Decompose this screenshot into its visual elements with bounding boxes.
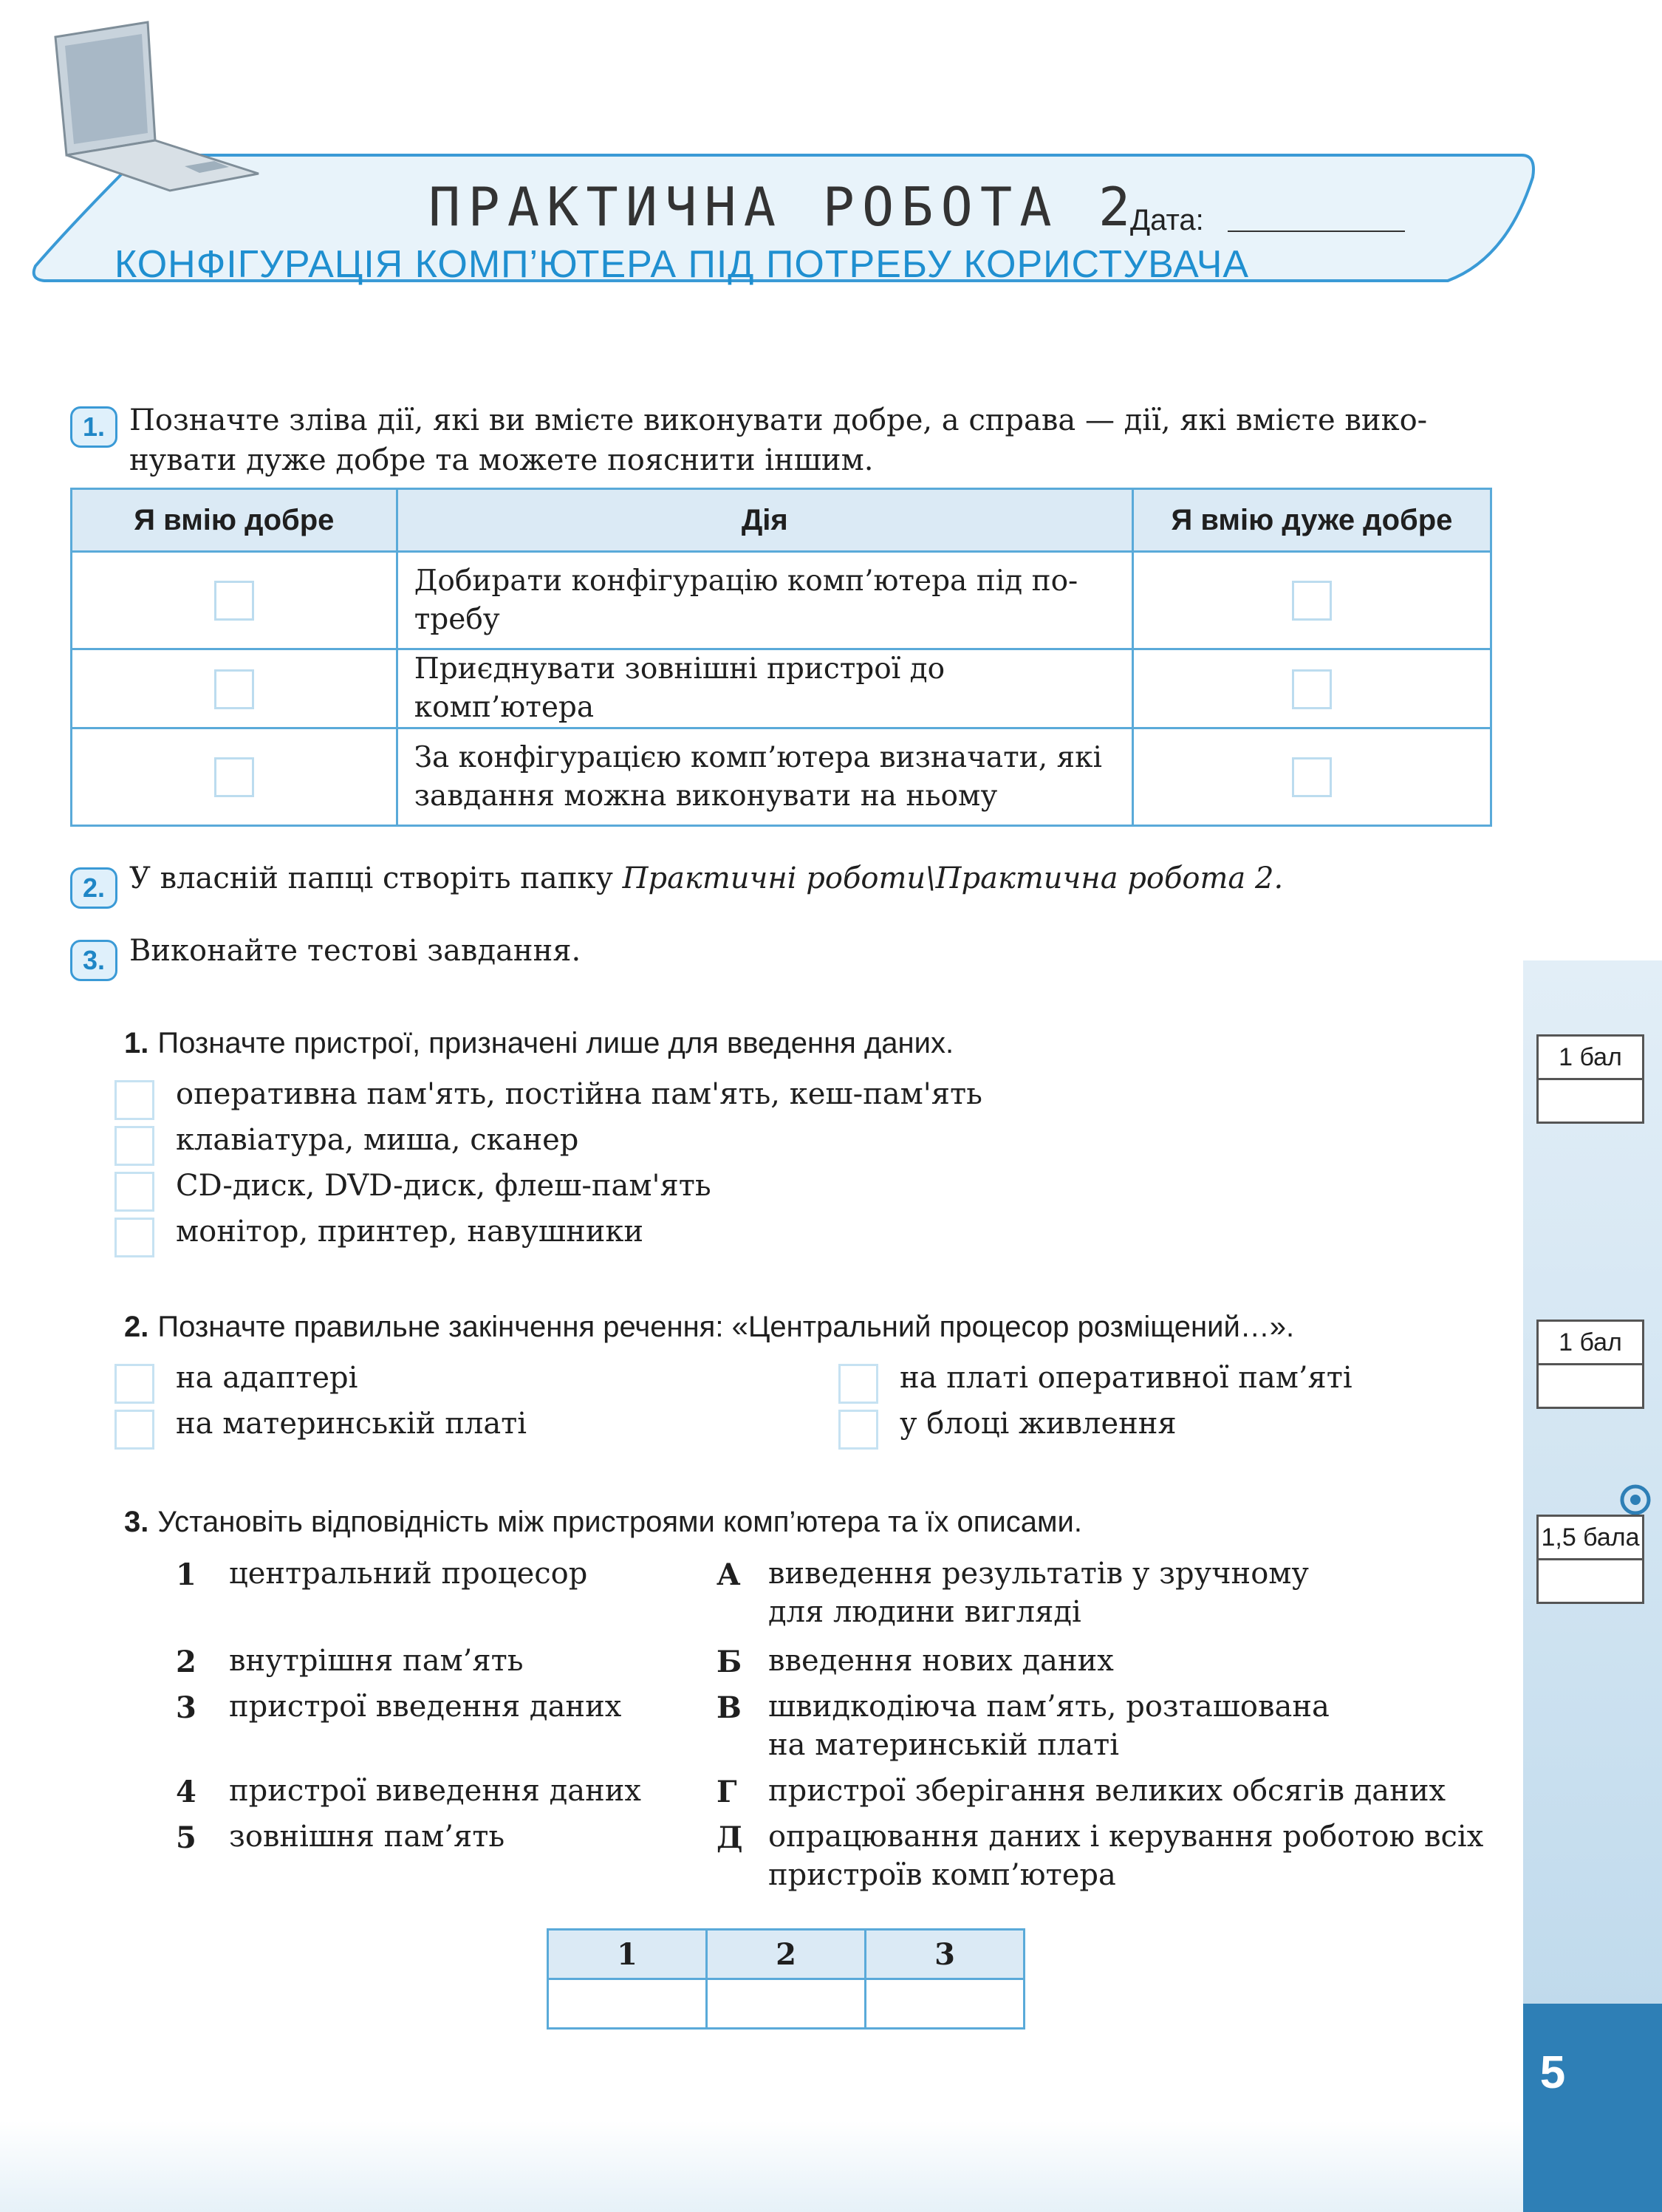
option-text: оперативна пам'ять, постійна пам'ять, кеш-пам'ять [176,1077,982,1111]
option-text: на платі оперативної пам’яті [900,1361,1352,1395]
score-label: 1 бал [1539,1322,1642,1365]
col-header-action: Дія [397,489,1132,552]
score-box-q1 [1536,1034,1644,1124]
option-text: на адаптері [176,1361,358,1395]
laptop-icon [44,15,266,192]
match-right-line: для людини вигляді [768,1595,1081,1629]
action-text: Добирати конфігурацію комп’ютера під по- [414,564,1078,598]
action-text: завдання можна виконувати на ньому [414,779,998,813]
option-text: на материнській платі [176,1407,527,1441]
score-label: 1 бал [1539,1037,1642,1080]
action-text: требу [414,602,500,636]
question-number: 1. [124,1027,149,1059]
task-1-badge: 1. [70,406,117,448]
match-left-text: центральний процесор [229,1557,588,1591]
page-number-tab [1523,2004,1662,2212]
match-right-text [768,1687,1330,1764]
checkbox-option[interactable] [114,1172,154,1212]
page-title: ПРАКТИЧНА РОБОТА 2 [428,176,1138,238]
very-good-cell [1132,552,1491,649]
match-right-line: виведення результатів у зручному [768,1557,1309,1591]
match-left-number: 1 [176,1557,196,1592]
task-2-path: Практичні роботи\Практична робота 2. [622,861,1284,895]
good-cell [72,728,397,826]
question-number: 2. [124,1311,149,1343]
answer-col-header: 3 [866,1930,1025,1979]
task-3-text: Виконайте тестові завдання. [129,934,581,968]
match-left-number: 3 [176,1690,196,1725]
answer-table [547,1928,1025,2030]
answer-cell[interactable] [707,1979,866,2029]
match-left-text: внутрішня пам’ять [229,1644,524,1678]
table-row [72,728,1491,826]
question-text: Установіть відповідність між пристроями комп’ютера та їх описами. [157,1506,1082,1538]
very-good-cell [1132,728,1491,826]
action-cell [397,728,1132,826]
match-right-letter: Б [717,1645,742,1679]
match-left-text: пристрої введення даних [229,1690,622,1724]
match-right-line: пристроїв комп’ютера [768,1858,1116,1892]
checkbox-option[interactable] [838,1410,878,1450]
checkbox-option[interactable] [114,1410,154,1450]
match-right-text [768,1554,1309,1631]
checkbox-very-good[interactable] [1292,757,1332,797]
checkbox-good[interactable] [214,669,254,709]
checkbox-good[interactable] [214,757,254,797]
checkbox-option[interactable] [838,1364,878,1404]
answer-col-header: 1 [548,1930,707,1979]
checkbox-good[interactable] [214,581,254,621]
task-3-badge: 3. [70,940,117,981]
col-header-good: Я вмію добре [72,489,397,552]
checkbox-option[interactable] [114,1080,154,1120]
option-text: монітор, принтер, навушники [176,1215,644,1249]
question-number: 3. [124,1506,149,1538]
match-left-text: зовнішня пам’ять [229,1820,505,1854]
answer-table-header [548,1930,1025,1979]
checkbox-option[interactable] [114,1218,154,1257]
score-input[interactable] [1539,1560,1642,1602]
task-2-badge: 2. [70,867,117,909]
match-left-text: пристрої виведення даних [229,1774,641,1808]
score-input[interactable] [1539,1080,1642,1122]
task-2-instruction: У власній папці створіть папку [129,861,623,895]
col-header-very-good: Я вмію дуже добре [1132,489,1491,552]
answer-table-row [548,1979,1025,2029]
answer-col-header: 2 [707,1930,866,1979]
skills-table [70,488,1492,827]
match-right-text [768,1817,1483,1894]
target-icon [1619,1484,1652,1516]
match-right-letter: В [717,1690,742,1725]
checkbox-very-good[interactable] [1292,669,1332,709]
question-text: Позначте пристрої, призначені лише для введення даних. [157,1027,954,1059]
very-good-cell [1132,649,1491,728]
match-left-number: 2 [176,1645,196,1679]
task-1-text [129,400,1503,480]
match-right-line: на материнській платі [768,1728,1120,1762]
good-cell [72,552,397,649]
answer-cell[interactable] [866,1979,1025,2029]
match-right-letter: Д [717,1820,743,1855]
bottom-decoration [0,2120,1523,2212]
match-right-text: пристрої зберігання великих обсягів даних [768,1774,1446,1808]
action-cell [397,649,1132,728]
action-text: Приєднувати зовнішні пристрої до комп’ютера [414,652,945,724]
task-2-text [129,858,1283,898]
answer-cell[interactable] [548,1979,707,2029]
match-right-letter: А [717,1557,741,1592]
question-2-title [124,1311,1294,1344]
match-left-number: 4 [176,1775,196,1809]
table-row [72,649,1491,728]
score-input[interactable] [1539,1365,1642,1407]
match-right-text: введення нових даних [768,1644,1114,1678]
score-label: 1,5 бала [1539,1517,1642,1560]
date-field[interactable] [1228,231,1405,232]
match-right-line: опрацювання даних і керування роботою всіх [768,1820,1484,1854]
page-subtitle: КОНФІГУРАЦІЯ КОМП’ЮТЕРА ПІД ПОТРЕБУ КОРИСТУВАЧА [114,243,1250,286]
match-left-number: 5 [176,1820,196,1855]
option-text: у блоці живлення [900,1407,1177,1441]
option-text: CD-диск, DVD-диск, флеш-пам'ять [176,1169,711,1203]
page-number: 5 [1539,2047,1566,2098]
table-row [72,552,1491,649]
date-label: Дата: [1130,204,1204,236]
checkbox-very-good[interactable] [1292,581,1332,621]
match-right-letter: Г [717,1775,737,1809]
match-right-line: швидкодіюча пам’ять, розташована [768,1690,1330,1724]
question-1-title [124,1027,954,1060]
checkbox-option[interactable] [114,1364,154,1404]
good-cell [72,649,397,728]
task-1-text-line1: Позначте зліва дії, які ви вмієте виконувати добре, а справа — дії, які вмієте вико- [129,403,1428,437]
question-text: Позначте правильне закінчення речення: «Центральний процесор розміщений…». [157,1311,1295,1343]
score-box-q3 [1536,1515,1644,1604]
checkbox-option[interactable] [114,1126,154,1166]
score-box-q2 [1536,1320,1644,1409]
action-text: За конфігурацією комп’ютера визначати, які [414,740,1102,774]
action-cell [397,552,1132,649]
task-1-text-line2: нувати дуже добре та можете пояснити іншим. [129,443,874,477]
option-text: клавіатура, миша, сканер [176,1123,579,1157]
skills-table-header [72,489,1491,552]
question-3-title [124,1506,1082,1539]
